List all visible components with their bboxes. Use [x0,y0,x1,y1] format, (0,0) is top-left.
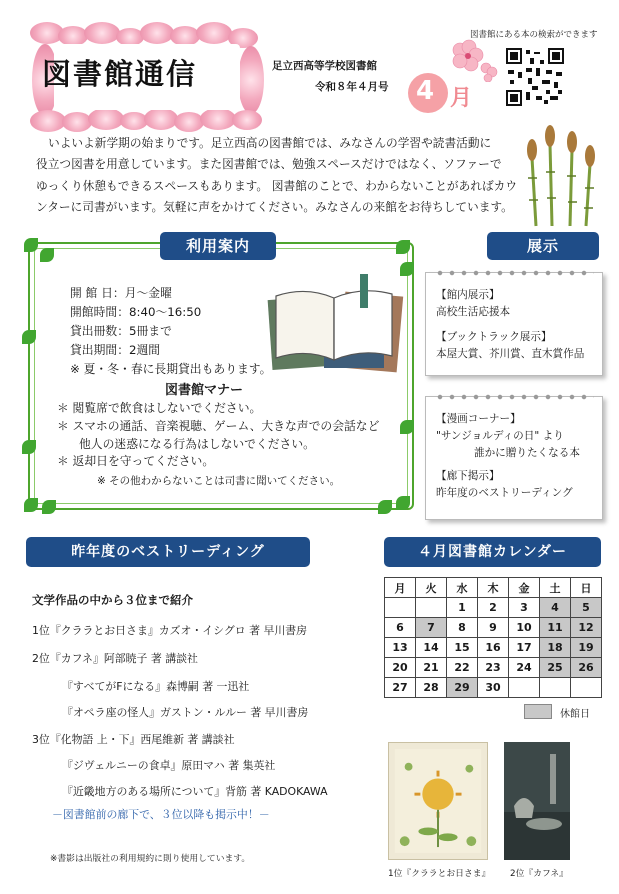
weekday-cell: 月 [385,578,416,598]
closed-day-swatch [524,704,552,719]
exhibit-category: 【ブックトラック展示】 [436,331,552,343]
weekday-cell: 木 [478,578,509,598]
opening-hours: 開館時間：8:40～16:50 [70,305,202,319]
day-cell: 14 [416,638,447,658]
day-cell: 16 [478,638,509,658]
newsletter-title: 図書館通信 [42,57,198,91]
april-calendar [384,577,602,698]
day-cell: 13 [385,638,416,658]
exhibition-card-2 [425,396,603,520]
exhibit-category: 【廊下掲示】 [436,470,500,482]
week-row [385,638,602,658]
exhibit-category: 【漫画コーナー】 [436,413,521,425]
best-reading-subtitle: 文学作品の中から３位まで紹介 [32,593,193,607]
weekday-cell: 水 [447,578,478,598]
day-cell: 22 [447,658,478,678]
exhibit-item: 昨年度のベストリーディング [436,487,573,499]
cover-caption-1: 1位『クララとお日さま』 [388,869,491,879]
closed-day-legend: 休館日 [560,709,590,720]
manner-item: ＊ 閲覧席で飲食はしないでください。 [57,401,262,415]
day-cell [509,678,540,698]
intro-line: 役立つ図書を用意しています。また図書館では、勉強スペースだけではなく、ソファーで [36,157,502,172]
rank-2-book: 『すべてがFになる』森博嗣 著 一迅社 [62,680,250,693]
day-cell: 2 [478,598,509,618]
rank-3-book: 『近畿地方のある場所について』背筋 著 KADOKAWA [62,785,328,798]
intro-line: ゆっくり休憩もできるスペースもあります。 図書館のことで、わからないことがあればカウ [36,178,518,193]
weekday-cell: 金 [509,578,540,598]
loan-limit: 貸出冊数：5冊まで [70,324,172,338]
day-cell: 27 [385,678,416,698]
clover-leaf-icon [22,440,36,454]
week-row [385,618,602,638]
weekday-cell: 火 [416,578,447,598]
manner-item: ＊ 返却日を守ってください。 [57,454,215,469]
rank-3-book: 『ジヴェルニーの食卓』原田マハ 著 集英社 [62,759,276,772]
day-cell: 7 [416,618,447,638]
day-cell: 9 [478,618,509,638]
weekday-row [385,578,602,598]
exhibit-item: "サンジョルディの日" より [436,430,564,442]
clover-leaf-icon [22,330,36,344]
clover-leaf-icon [378,500,392,514]
horsetail-illustration [518,118,606,230]
loan-period: 貸出期間：2週間 [70,343,161,357]
day-cell: 3 [509,598,540,618]
exhibit-item: 高校生活応援本 [436,306,511,318]
month-unit: 月 [450,86,473,111]
clover-leaf-icon [40,248,54,262]
ask-librarian-note: ※ その他わからないことは司書に聞いてください。 [97,475,341,487]
day-cell: 15 [447,638,478,658]
manner-item: 他人の迷惑になる行為はしないでください。 [79,436,315,451]
long-term-loan-note: ※ 夏・冬・春に長期貸出もあります。 [70,362,272,376]
manner-item: ＊ スマホの通話、音楽視聴、ゲーム、大きな声での会話など [57,418,380,433]
exhibit-item: 本屋大賞、芥川賞、直木賞作品 [436,348,585,360]
intro-line: いよいよ新学期の始まりです。足立西高の図書館では、みなさんの学習や読書活動に [48,136,492,150]
clover-leaf-icon [42,500,56,514]
day-cell: 26 [571,658,602,678]
exhibit-category: 【館内展示】 [436,289,500,301]
week-row [385,658,602,678]
day-cell: 10 [509,618,540,638]
day-cell: 11 [540,618,571,638]
clover-leaf-icon [400,420,414,434]
manners-list [57,400,379,471]
kafune-book-cover-image [504,742,570,860]
qr-code-icon[interactable] [506,48,564,106]
qr-note: 図書館にある本の検索ができます [470,30,598,40]
manners-title: 図書館マナー [165,383,244,398]
day-cell: 29 [447,678,478,698]
best-reading-heading: 昨年度のベストリーディング [26,537,310,567]
day-cell [416,598,447,618]
clover-leaf-icon [396,240,410,254]
usage-info [70,284,271,379]
cover-caption-2: 2位『カフネ』 [510,869,569,879]
day-cell: 25 [540,658,571,678]
day-cell [540,678,571,698]
rank-1-book: 1位『クララとお日さま』カズオ・イシグロ 著 早川書房 [32,624,308,637]
day-cell: 12 [571,618,602,638]
exhibition-heading: 展示 [487,232,599,260]
day-cell: 5 [571,598,602,618]
day-cell [385,598,416,618]
day-cell: 6 [385,618,416,638]
rank-3-book: 3位『化物語 上・下』西尾維新 著 講談社 [32,733,235,746]
day-cell: 8 [447,618,478,638]
day-cell: 24 [509,658,540,678]
rank-2-book: 『オペラ座の怪人』ガストン・ルルー 著 早川書房 [62,706,309,719]
school-name: 足立西高等学校図書館 [272,60,377,72]
exhibition-card-1 [425,272,603,376]
day-cell: 19 [571,638,602,658]
day-cell: 30 [478,678,509,698]
rank-2-book: 2位『カフネ』阿部暁子 著 講談社 [32,652,198,665]
day-cell: 4 [540,598,571,618]
day-cell [571,678,602,698]
month-number: 4 [416,76,435,106]
day-cell: 1 [447,598,478,618]
opening-days: 開 館 日：月～金曜 [70,286,172,300]
cover-credit-note: ※書影は出版社の利用規約に則り使用しています。 [50,854,251,864]
intro-line: ンターに司書がいます。気軽に声をかけてください。みなさんの来館をお待ちしています。 [36,199,513,214]
clover-leaf-icon [396,496,410,510]
week-row [385,598,602,618]
issue-date: 令和８年４月号 [315,81,389,93]
day-cell: 21 [416,658,447,678]
day-cell: 17 [509,638,540,658]
day-cell: 18 [540,638,571,658]
day-cell: 28 [416,678,447,698]
weekday-cell: 日 [571,578,602,598]
more-rankings-note: －図書館前の廊下で、３位以降も掲示中！－ [52,808,270,821]
klara-book-cover-image [388,742,488,860]
weekday-cell: 土 [540,578,571,598]
intro-text [36,133,536,218]
clover-leaf-icon [24,498,38,512]
day-cell: 20 [385,658,416,678]
clover-leaf-icon [24,238,38,252]
exhibit-item: 誰かに贈りたくなる本 [474,447,580,459]
week-row [385,678,602,698]
calendar-heading: ４月図書館カレンダー [384,537,601,567]
usage-guide-heading: 利用案内 [160,232,276,260]
day-cell: 23 [478,658,509,678]
open-book-illustration [262,272,408,378]
month-badge [408,73,478,113]
